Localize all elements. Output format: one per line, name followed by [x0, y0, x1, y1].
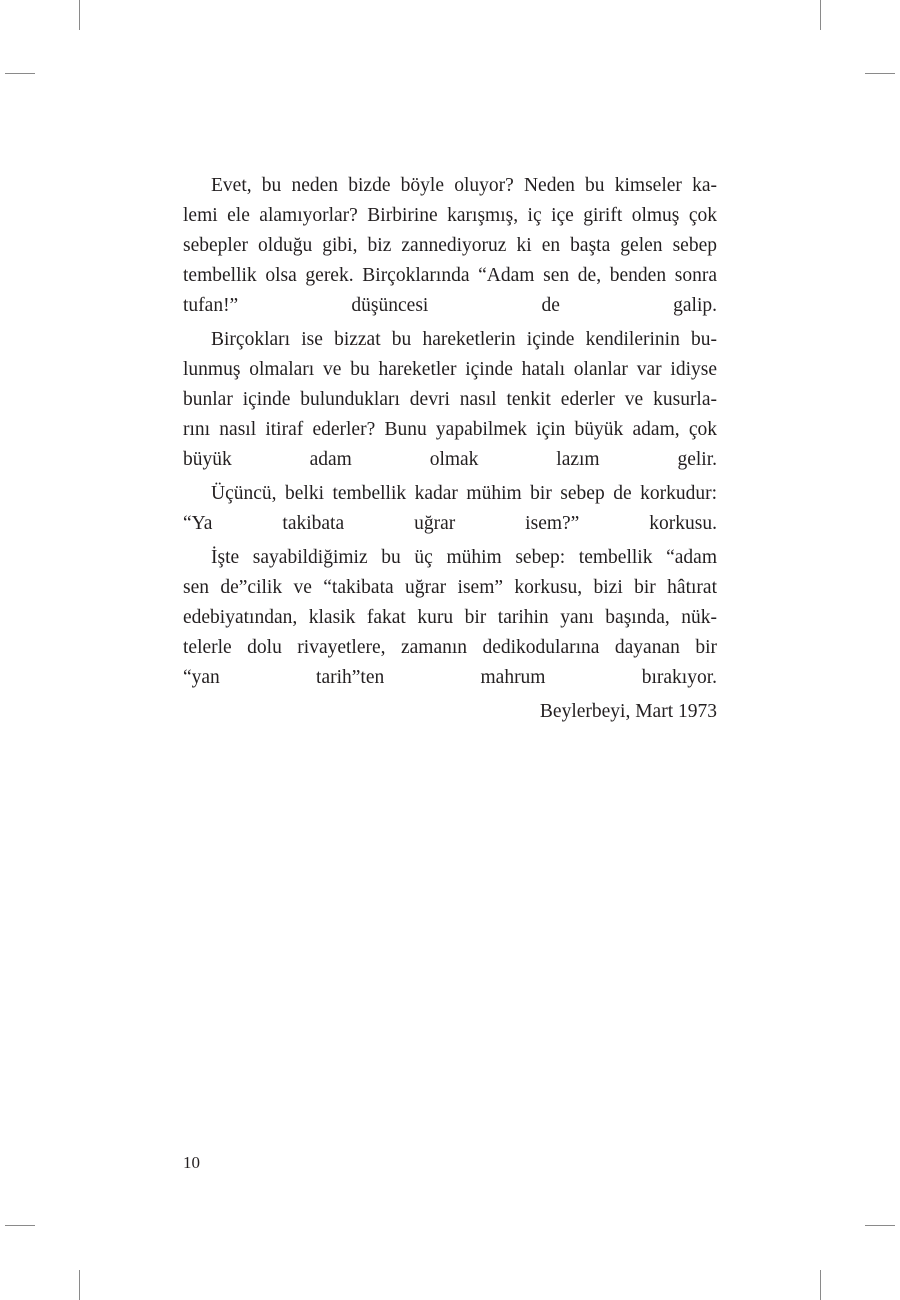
text-line: sebepler olduğu gibi, biz zannediyoruz ki en başta gelen sebep: [183, 235, 717, 256]
text-line: lemi ele alamıyorlar? Birbirine karışmış, iç içe girift olmuş çok: [183, 205, 717, 226]
text-line: sen de”cilik ve “takibata uğrar isem” korkusu, bizi bir hâtırat: [183, 577, 717, 598]
text-line: İşte sayabildiğimiz bu üç mühim sebep: tembellik “adam: [211, 547, 717, 568]
text-line: büyük adam olmak lazım gelir.: [183, 449, 717, 470]
text-line: rını nasıl itiraf ederler? Bunu yapabilmek için büyük adam, çok: [183, 419, 717, 440]
crop-mark-bottom-left: [79, 1270, 80, 1300]
paragraph-4: [183, 543, 717, 693]
paragraph-1: [183, 171, 717, 321]
text-line: telerle dolu rivayetlere, zamanın dedikodularına dayanan bir: [183, 637, 717, 658]
crop-mark-top-right: [820, 0, 821, 30]
text-line: “yan tarih”ten mahrum bırakıyor.: [183, 667, 717, 688]
text-line: edebiyatından, klasik fakat kuru bir tarihin yanı başında, nük-: [183, 607, 717, 628]
text-line: “Ya takibata uğrar isem?” korkusu.: [183, 513, 717, 534]
page-number: 10: [183, 1153, 200, 1172]
crop-mark-bottom-right: [820, 1270, 821, 1300]
text-line: tembellik olsa gerek. Birçoklarında “Adam sen de, benden sonra: [183, 265, 717, 286]
text-line: bunlar içinde bulundukları devri nasıl tenkit ederler ve kusurla-: [183, 389, 717, 410]
paragraph-3: [183, 479, 717, 539]
crop-mark-left-bottom: [5, 1225, 35, 1226]
crop-mark-right-bottom: [865, 1225, 895, 1226]
text-line: tufan!” düşüncesi de galip.: [183, 295, 717, 316]
text-line: Evet, bu neden bizde böyle oluyor? Neden bu kimseler ka-: [211, 175, 717, 196]
crop-mark-right-top: [865, 73, 895, 74]
signature: Beylerbeyi, Mart 1973: [539, 701, 717, 722]
text-line: Birçokları ise bizzat bu hareketlerin içinde kendilerinin bu-: [211, 329, 717, 350]
body-text: [183, 171, 717, 727]
paragraph-2: [183, 325, 717, 475]
crop-mark-top-left: [79, 0, 80, 30]
crop-mark-left-top: [5, 73, 35, 74]
text-line: Üçüncü, belki tembellik kadar mühim bir sebep de korkudur:: [211, 483, 717, 504]
text-line: lunmuş olmaları ve bu hareketler içinde hatalı olanlar var idiyse: [183, 359, 717, 380]
